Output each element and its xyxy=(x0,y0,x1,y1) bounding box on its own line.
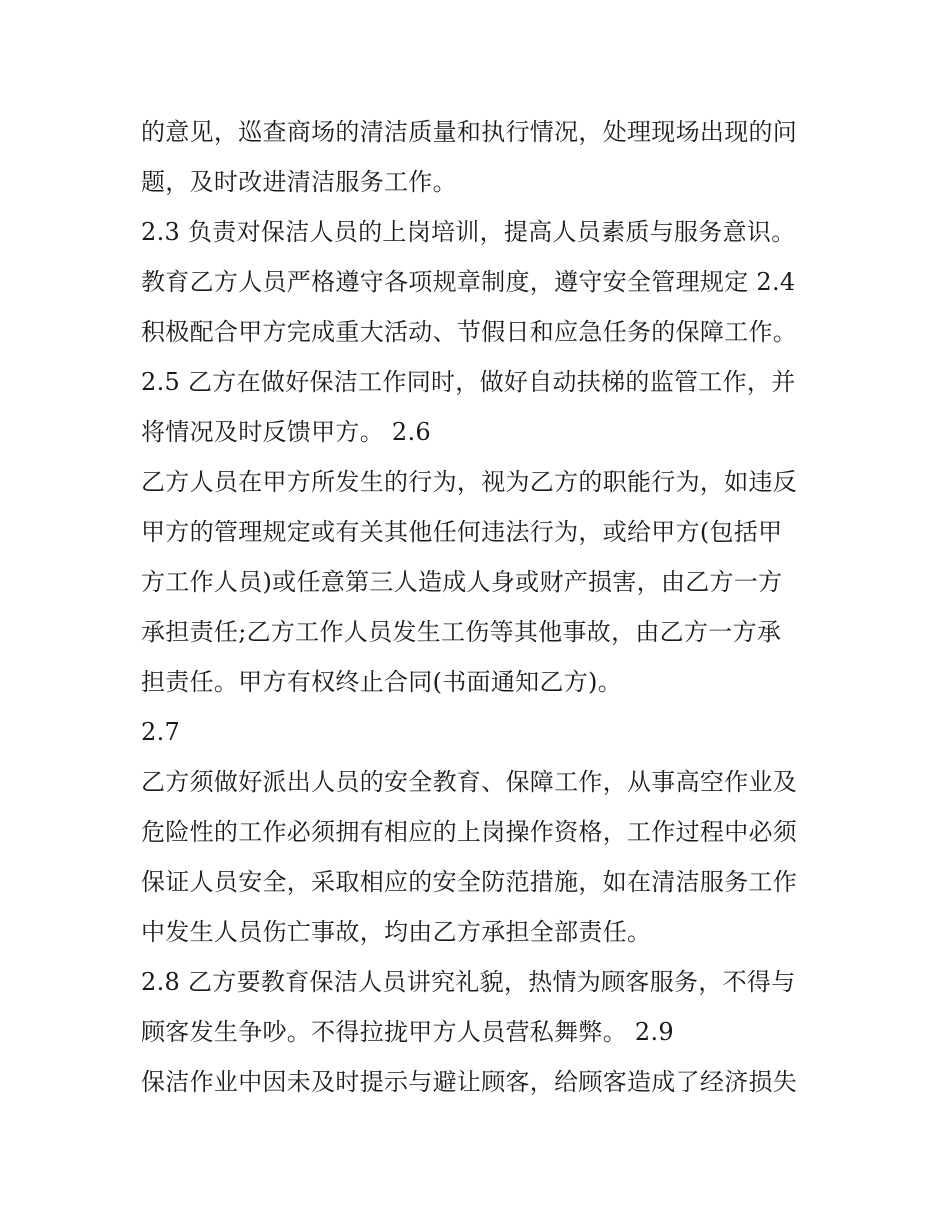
text-line: 保证人员安全，采取相应的安全防范措施，如在清洁服务工作 xyxy=(141,868,798,896)
text-line: 承担责任;乙方工作人员发生工伤等其他事故，由乙方一方承 xyxy=(141,618,782,646)
text-line: 将情况及时反馈甲方。 2.6 xyxy=(141,418,431,446)
text-line: 2.8 乙方要教育保洁人员讲究礼貌，热情为顾客服务，不得与 xyxy=(141,968,796,996)
text-line: 中发生人员伤亡事故，均由乙方承担全部责任。 xyxy=(141,918,652,946)
text-line: 2.7 xyxy=(141,718,181,746)
text-line: 2.5 乙方在做好保洁工作同时，做好自动扶梯的监管工作，并 xyxy=(141,368,796,396)
text-line: 方工作人员)或任意第三人造成人身或财产损害，由乙方一方 xyxy=(141,568,783,596)
text-line: 教育乙方人员严格遵守各项规章制度，遵守安全管理规定 2.4 xyxy=(141,268,796,296)
text-line: 乙方须做好派出人员的安全教育、保障工作，从事高空作业及 xyxy=(141,768,798,796)
text-line: 担责任。甲方有权终止合同(书面通知乙方)。 xyxy=(141,668,623,696)
text-line: 危险性的工作必须拥有相应的上岗操作资格，工作过程中必须 xyxy=(141,818,798,846)
text-line: 题，及时改进清洁服务工作。 xyxy=(141,168,457,196)
text-line: 2.3 负责对保洁人员的上岗培训，提高人员素质与服务意识。 xyxy=(141,218,796,246)
text-line: 甲方的管理规定或有关其他任何违法行为，或给甲方(包括甲 xyxy=(141,518,783,546)
text-line: 保洁作业中因未及时提示与避让顾客，给顾客造成了经济损失 xyxy=(141,1068,798,1096)
text-line: 顾客发生争吵。不得拉拢甲方人员营私舞弊。 2.9 xyxy=(141,1018,674,1046)
document-body xyxy=(141,107,821,1107)
text-line: 的意见，巡查商场的清洁质量和执行情况，处理现场出现的问 xyxy=(141,118,798,146)
text-line: 积极配合甲方完成重大活动、节假日和应急任务的保障工作。 xyxy=(141,318,798,346)
text-line: 乙方人员在甲方所发生的行为，视为乙方的职能行为，如违反 xyxy=(141,468,798,496)
